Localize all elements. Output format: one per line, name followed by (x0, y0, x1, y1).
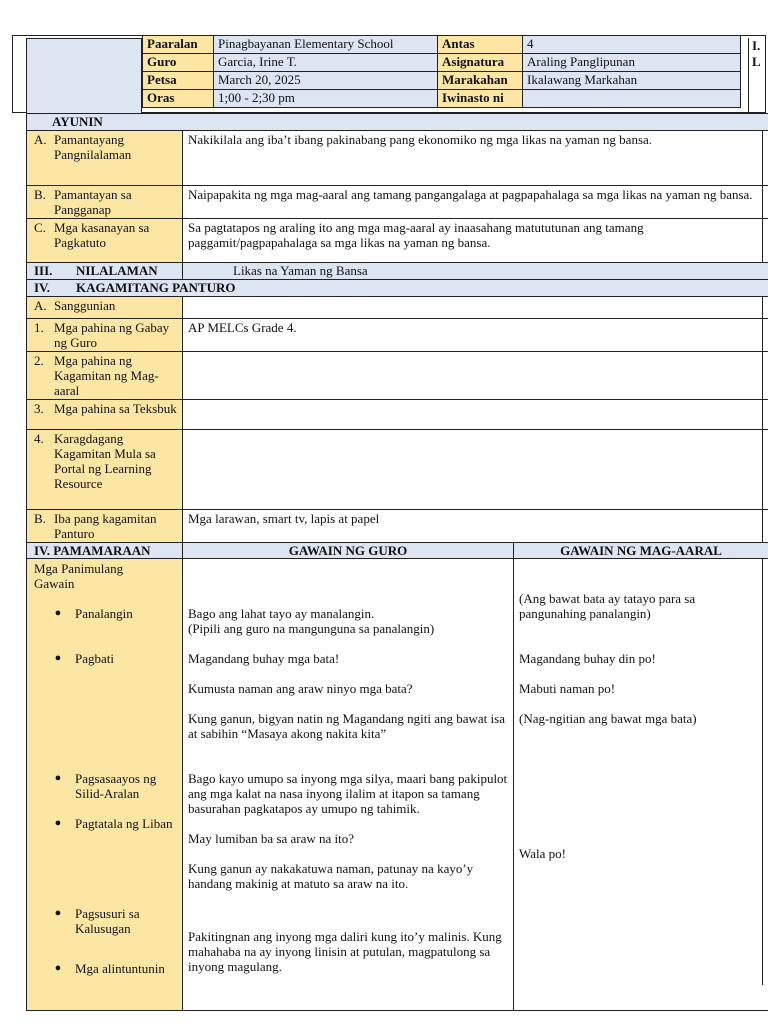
guro-label: Guro (143, 54, 214, 72)
sanggunian-content (183, 297, 768, 319)
item-label: Sanggunian (54, 298, 116, 313)
panimulang-gawain-cell (27, 559, 183, 1011)
mag-aaral-text: Magandang buhay din po! (519, 651, 656, 666)
lesson-plan-table (26, 113, 768, 1011)
list-item (27, 651, 177, 666)
teksbuk-label-cell (27, 400, 183, 430)
guro-text: May lumiban ba sa araw na ito? (188, 831, 355, 846)
pamamaraan-body-row (27, 559, 768, 1011)
table-row (27, 510, 768, 543)
side-section-marker: I. L (748, 38, 768, 114)
guro-value: Garcia, Irine T. (214, 54, 438, 72)
item-number: A. (34, 132, 47, 147)
nilalaman-label-cell (27, 263, 183, 280)
item-number: C. (34, 220, 46, 235)
item-number: B. (34, 187, 46, 202)
section-number: III. (34, 263, 53, 278)
kagamitan-mag-aaral-content (183, 352, 768, 400)
bullet-icon: ● (54, 652, 62, 664)
table-row (27, 352, 768, 400)
markahan-value: Ikalawang Markahan (523, 72, 741, 90)
header-row (143, 54, 741, 72)
list-item (27, 961, 177, 976)
karagdagan-label-cell (27, 430, 183, 510)
pangganap-content: Naipapakita ng mga mag-aaral ang tamang pangangalaga at pagpapahalaga sa mga likas na yaman ng bansa. (183, 186, 768, 219)
kagamitan-mag-aaral-label-cell (27, 352, 183, 400)
panalangin-label: Panalangin (75, 606, 133, 621)
item-label: Mga kasanayan sa Pagkatuto (54, 220, 150, 250)
table-row (27, 186, 768, 219)
mag-aaral-text: Mabuti naman po! (519, 681, 616, 696)
guro-text: Bago kayo umupo sa inyong mga silya, maari bang pakipulot ang mga kalat na nasa inyong ilalim at itapon sa tamang basurahan pagkatapos ay umupo ng tahimik. (188, 771, 508, 816)
iba-content: Mga larawan, smart tv, lapis at papel (183, 510, 768, 543)
gabay-content: AP MELCs Grade 4. (183, 319, 768, 352)
antas-label: Antas (438, 36, 523, 54)
pamamaraan-header: IV. PAMAMARAAN (27, 543, 183, 559)
nilalaman-row (27, 263, 768, 280)
mag-aaral-text: Wala po! (519, 846, 566, 861)
kasanayan-label-cell (27, 219, 183, 263)
header-logo-area (26, 38, 142, 114)
table-row (27, 319, 768, 352)
kagamitan-row (27, 280, 768, 297)
item-label: Karagdagang Kagamitan Mula sa Portal ng Learning Resource (54, 431, 156, 491)
gawain-guro-header: GAWAIN NG GURO (183, 543, 514, 559)
pamantayang-content: Nakikilala ang iba’t ibang pakinabang pang ekonomiko ng mga likas na yaman ng bansa. (183, 131, 768, 186)
bullet-icon: ● (54, 962, 62, 974)
alintuntunin-label: Mga alintuntunin (75, 961, 165, 976)
pamantayang-label-cell (27, 131, 183, 186)
guro-text: Kumusta naman ang araw ninyo mga bata? (188, 681, 413, 696)
item-label: Mga pahina ng Kagamitan ng Mag-aaral (54, 353, 159, 398)
mag-aaral-text: (Nag-ngitian ang bawat mga bata) (519, 711, 697, 726)
guro-text: Kung ganun ay nakakatuwa naman, patunay na kayo’y handang makinig at matuto sa araw na ito. (188, 861, 474, 891)
pagbati-label: Pagbati (75, 651, 114, 666)
item-label: Pamantayan sa Pangganap (54, 187, 132, 217)
item-label: Mga pahina ng Gabay ng Guro (54, 320, 170, 350)
oras-value: 1;00 - 2;30 pm (214, 90, 438, 108)
gabay-label-cell (27, 319, 183, 352)
pagtatala-label: Pagtatala ng Liban (75, 816, 173, 831)
list-item (27, 906, 177, 936)
item-number: A. (34, 298, 47, 313)
asignatura-value: Araling Panglipunan (523, 54, 741, 72)
header-row (143, 36, 741, 54)
table-row (27, 297, 768, 319)
item-number: 2. (34, 353, 44, 368)
nilalaman-content: Likas na Yaman ng Bansa (183, 263, 768, 280)
table-row (27, 219, 768, 263)
petsa-label: Petsa (143, 72, 214, 90)
pamamaraan-header-row (27, 543, 768, 559)
mag-aaral-text: (Ang bawat bata ay tatayo para sa pangunahing panalangin) (519, 591, 696, 621)
item-number: 3. (34, 401, 44, 416)
guro-text: Pakitingnan ang inyong mga daliri kung ito’y malinis. Kung mahahaba na ay inyong linisin at putulan, magpatulong sa inyong magulang. (188, 929, 502, 974)
item-number: 4. (34, 431, 44, 446)
nilalaman-title: NILALAMAN (76, 263, 158, 278)
ayunin-row (27, 114, 768, 131)
bullet-icon: ● (54, 907, 62, 919)
table-row (27, 400, 768, 430)
gawain-mag-aaral-cell (514, 559, 768, 1011)
header-row (143, 72, 741, 90)
pangganap-label-cell (27, 186, 183, 219)
iba-label-cell (27, 510, 183, 543)
table-row (27, 430, 768, 510)
kagamitan-title-cell (27, 280, 768, 297)
bullet-icon: ● (54, 607, 62, 619)
antas-value: 4 (523, 36, 741, 54)
item-label: Mga pahina sa Teksbuk (54, 401, 177, 416)
list-item (27, 816, 177, 831)
karagdagan-content (183, 430, 768, 510)
kasanayan-content: Sa pagtatapos ng araling ito ang mga mag-aaral ay inaasahang matututunan ang tamang paggamit/pagpapahalaga sa mga likas na yaman ng bansa. (183, 219, 768, 263)
markahan-label: Marakahan (438, 72, 523, 90)
petsa-value: March 20, 2025 (214, 72, 438, 90)
teksbuk-content (183, 400, 768, 430)
guro-text: Kung ganun, bigyan natin ng Magandang ngiti ang bawat isa at sabihin “Masaya akong nakita kita” (188, 711, 505, 741)
item-number: B. (34, 511, 46, 526)
oras-label: Oras (143, 90, 214, 108)
section-number: IV. (34, 280, 51, 295)
table-row (27, 131, 768, 186)
header-row (143, 90, 741, 108)
list-item (27, 606, 177, 621)
gawain-guro-cell (183, 559, 514, 1011)
pagsasaayos-label: Pagsasaayos ng Silid-Aralan (75, 771, 157, 801)
pagsusuri-label: Pagsusuri sa Kalusugan (75, 906, 140, 936)
guro-text: (Pipili ang guro na mangunguna sa panalangin) (188, 621, 435, 636)
bullet-icon: ● (54, 772, 62, 784)
kagamitan-title: KAGAMITANG PANTURO (76, 280, 236, 295)
header-info-table (142, 35, 741, 108)
asignatura-label: Asignatura (438, 54, 523, 72)
guro-text: Magandang buhay mga bata! (188, 651, 340, 666)
bullet-icon: ● (54, 817, 62, 829)
paaralan-label: Paaralan (143, 36, 214, 54)
item-number: 1. (34, 320, 44, 335)
iwinasto-label: Iwinasto ni (438, 90, 523, 108)
ayunin-title: AYUNIN (27, 114, 768, 131)
gawain-mag-aaral-header: GAWAIN NG MAG-AARAL (514, 543, 768, 559)
list-item (27, 771, 177, 801)
sanggunian-label-cell (27, 297, 183, 319)
item-label: Iba pang kagamitan Panturo (54, 511, 157, 541)
paaralan-value: Pinagbayanan Elementary School (214, 36, 438, 54)
item-label: Pamantayang Pangnilalaman (54, 132, 132, 162)
panimulang-gawain-title: Mga Panimulang Gawain (34, 561, 124, 591)
guro-text: Bago ang lahat tayo ay manalangin. (188, 606, 375, 621)
iwinasto-value (523, 90, 741, 108)
